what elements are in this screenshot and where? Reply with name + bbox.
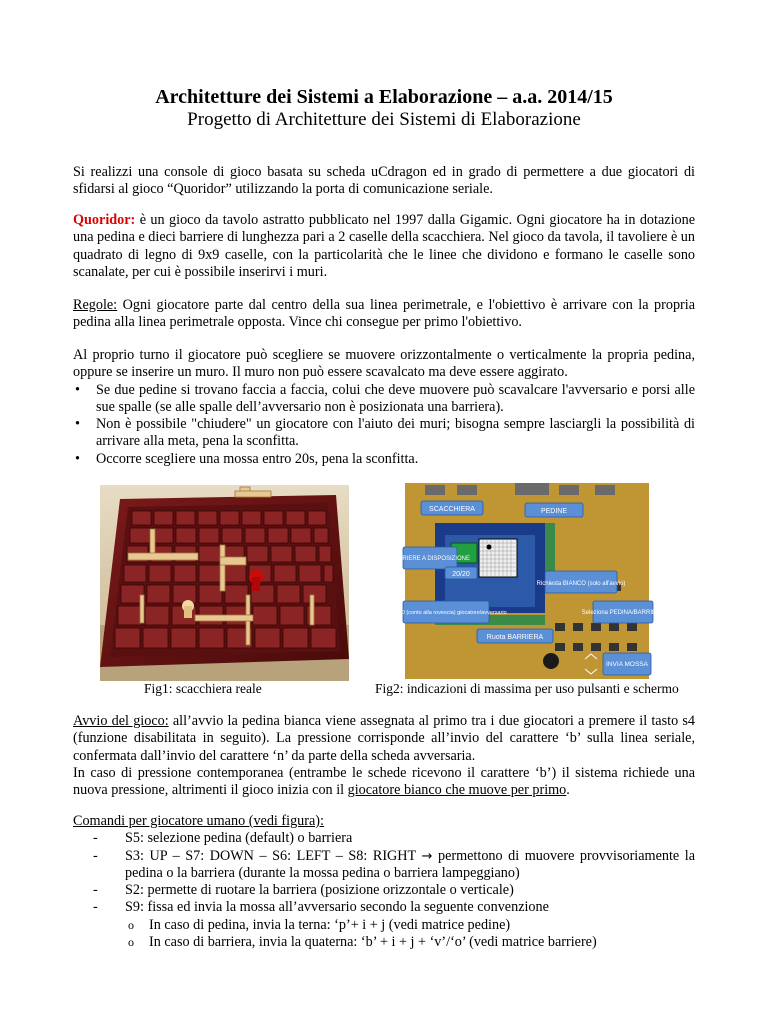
list-item: - S9: fissa ed invia la mossa all’avversario secondo la seguente convenzione o In caso di pedina, invia la terna: ‘p’+ i + j (vedi matrice pedine) o In caso di barriera, invia la quaterna: ‘b’ + i + j + ‘v’/‘o’ (vedi matrice barriere) bbox=[73, 899, 695, 951]
comandi-list bbox=[73, 830, 695, 951]
turno-paragraph bbox=[73, 347, 695, 468]
quoridor-paragraph bbox=[73, 212, 695, 281]
turno-bullets bbox=[73, 382, 695, 468]
avvio-text2-b: . bbox=[566, 782, 570, 799]
document-title: Architetture dei Sistemi a Elaborazione – a.a. 2014/15 bbox=[155, 86, 613, 108]
fig1-board-photo bbox=[100, 485, 349, 681]
arrow-right-icon: → bbox=[421, 848, 433, 864]
list-item: • Occorre scegliere una mossa entro 20s, pena la sconfitta. bbox=[73, 451, 695, 468]
fig2-label-tempo: TEMPO (conto alla rovescia) giocatore/avversario bbox=[385, 610, 507, 616]
fig2-label-pedine: PEDINE bbox=[540, 508, 568, 515]
list-item: - S3: UP – S7: DOWN – S6: LEFT – S8: RIGHT → permettono di muovere provvisoriamente la pedina o la barriera (durante la mossa pedina o barriera lampeggiano) bbox=[73, 848, 695, 883]
intro-paragraph bbox=[73, 164, 695, 199]
regole-paragraph bbox=[73, 297, 695, 332]
convenzione-sublist bbox=[125, 917, 695, 952]
turno-text: Al proprio turno il giocatore può scegliere se muovere orizzontalmente o verticalmente la propria pedina, oppure se inserire un muro. Il muro non può essere scavalcato ma deve essere aggirato. bbox=[73, 347, 695, 381]
fig2-label-barriere: BARRIERE A DISPOSIZIONE bbox=[389, 556, 471, 562]
fig2-label-counter: 20/20 bbox=[452, 571, 470, 578]
avvio-text2-underlined: giocatore bianco che muove per primo bbox=[347, 782, 567, 799]
list-item: - S5: selezione pedina (default) o barriera bbox=[73, 830, 695, 847]
comandi-label: Comandi per giocatore umano (vedi figura): bbox=[73, 813, 324, 829]
list-item: • Non è possibile "chiudere" un giocatore con l'aiuto dei muri; bisogna sempre lasciargli la possibilità di arrivare alla meta, pena la sconfitta. bbox=[73, 416, 695, 451]
avvio-paragraph bbox=[73, 713, 695, 799]
avvio-text2-a: In caso di pressione contemporanea (entrambe le schede ricevono il carattere ‘b’) il sistema richiede una nuova pressione, altrimenti il gioco inizia con il bbox=[73, 764, 695, 799]
list-item: - S2: permette di ruotare la barriera (posizione orizzontale o verticale) bbox=[73, 882, 695, 899]
list-item: o In caso di barriera, invia la quaterna: ‘b’ + i + j + ‘v’/‘o’ (vedi matrice barriere) bbox=[125, 934, 695, 951]
quoridor-label: Quoridor: bbox=[73, 212, 136, 228]
fig1-caption: Fig1: scacchiera reale bbox=[144, 681, 262, 696]
fig2-label-scacchiera: SCACCHIERA bbox=[429, 506, 475, 513]
regole-label: Regole: bbox=[73, 297, 118, 313]
fig2-label-invia: INVIA MOSSA bbox=[606, 661, 648, 668]
fig2-label-richiesta: Richiesta BIANCO (solo all'avvio) bbox=[536, 581, 626, 587]
document-subtitle: Progetto di Architetture dei Sistemi di Elaborazione bbox=[187, 109, 581, 130]
comandi-paragraph bbox=[73, 813, 695, 951]
list-item: o In caso di pedina, invia la terna: ‘p’+ i + j (vedi matrice pedine) bbox=[125, 917, 695, 934]
avvio-text: all’avvio la pedina bianca viene assegnata al primo tra i due giocatori a premere il tasto s4 (funzione disabilitata in seguito). La pressione corrisponde all’invio del carattere ‘b’ sulla linea seriale, confermata dall’invio del carattere ‘n’ da parte della scheda avversaria. bbox=[73, 713, 695, 764]
regole-text: Ogni giocatore parte dal centro della sua linea perimetrale, e l'obiettivo è arrivare con la propria pedina alla linea perimetrale opposta. Vince chi consegue per primo l'obiettivo. bbox=[73, 297, 695, 331]
intro-text: Si realizzi una console di gioco basata su scheda uCdragon ed in grado di permettere a due giocatori di sfidarsi al gioco “Quoridor” utilizzando la porta di comunicazione seriale. bbox=[73, 164, 695, 198]
quoridor-text: è un gioco da tavolo astratto pubblicato nel 1997 dalla Gigamic. Ogni giocatore ha in dotazione una pedina e dieci barriere di lunghezza pari a 2 caselle della scacchiera. Nel gioco da tavola, il tavoliere è un quadrato di legno di 9x9 caselle, con la particolarità che le linee che dividono e formano le caselle sono scanalate, per cui è possibile inserirvi i muri. bbox=[73, 212, 695, 280]
fig2-label-ruota: Ruota BARRIERA bbox=[486, 634, 544, 641]
list-item: • Se due pedine si trovano faccia a faccia, colui che deve muovere può scavalcare l'avversario e porsi alle sue spalle (se alle spalle dell’avversario non è posizionata una barriera). bbox=[73, 382, 695, 417]
fig2-board-diagram bbox=[385, 483, 665, 679]
avvio-label: Avvio del gioco: bbox=[73, 713, 169, 729]
fig2-label-selezione: Seleziona PEDINA/BARRIERA bbox=[581, 610, 665, 616]
fig2-caption: Fig2: indicazioni di massima per uso pulsanti e schermo bbox=[375, 681, 679, 696]
